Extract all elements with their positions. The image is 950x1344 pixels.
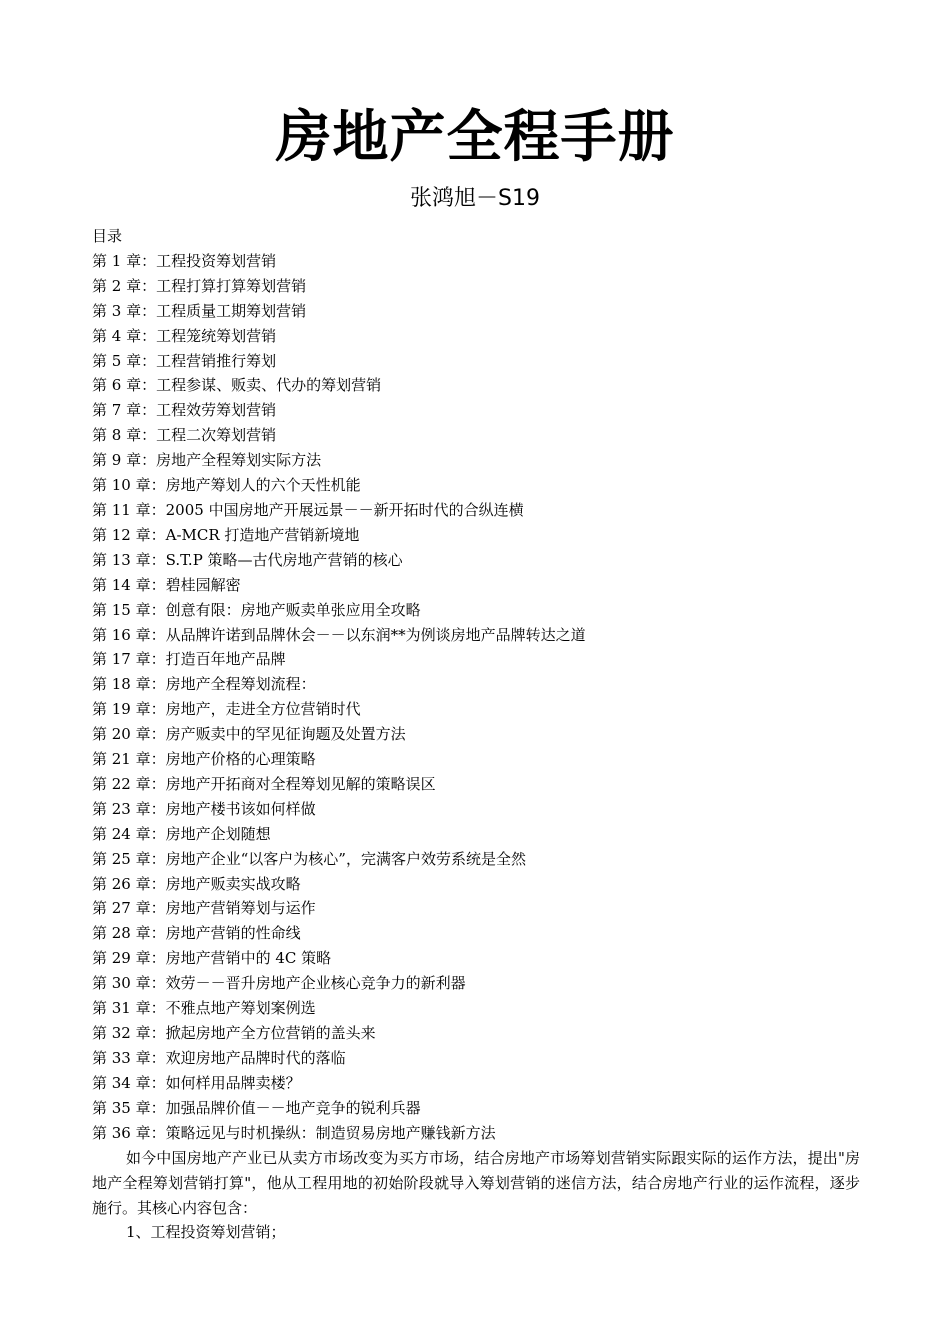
toc-item-23: 第 23 章：房地产楼书该如何样做	[92, 799, 316, 818]
table-of-contents	[92, 224, 872, 1146]
toc-item-10: 第 10 章：房地产筹划人的六个天性机能	[92, 476, 361, 495]
toc-item-18: 第 18 章：房地产全程筹划流程：	[92, 675, 316, 694]
toc-item-9: 第 9 章：房地产全程筹划实际方法	[92, 451, 322, 470]
toc-item-28: 第 28 章：房地产营销的性命线	[92, 924, 301, 943]
toc-item-8: 第 8 章：工程二次筹划营销	[92, 426, 277, 445]
toc-item-5: 第 5 章：工程营销推行筹划	[92, 351, 277, 370]
toc-item-30: 第 30 章：效劳－－晋升房地产企业核心竞争力的新利器	[92, 974, 466, 993]
toc-item-36: 第 36 章：策略远见与时机操纵：制造贸易房地产赚钱新方法	[92, 1123, 496, 1142]
toc-item-32: 第 32 章：掀起房地产全方位营销的盖头来	[92, 1024, 376, 1042]
toc-item-19: 第 19 章：房地产，走进全方位营销时代	[92, 700, 361, 719]
toc-item-33: 第 33 章：欢迎房地产品牌时代的落临	[92, 1048, 346, 1067]
intro-paragraph: 如今中国房地产产业已从卖方市场改变为买方市场，结合房地产市场筹划营销实际跟实际的运作方法，提出"房地产全程筹划营销打算"，他从工程用地的初始阶段就导入筹划营销的迷信方法，结合房地产行业的运作流程，逐步施行。其核心内容包含：	[92, 1149, 860, 1217]
toc-item-25: 第 25 章：房地产企业“以客户为核心”，完满客户效劳系统是全然	[92, 849, 526, 868]
toc-item-20: 第 20 章：房产贩卖中的罕见征询题及处置方法	[92, 725, 406, 744]
document-title: 房地产全程手册	[275, 105, 675, 170]
toc-heading: 目录	[92, 227, 123, 245]
toc-item-14: 第 14 章：碧桂园解密	[92, 575, 241, 594]
content-list-item-1: 1、工程投资筹划营销；	[126, 1223, 286, 1241]
toc-item-15: 第 15 章：创意有限：房地产贩卖单张应用全攻略	[92, 600, 421, 619]
toc-item-2: 第 2 章：工程打算打算筹划营销	[92, 276, 307, 295]
toc-item-4: 第 4 章：工程笼统筹划营销	[92, 326, 277, 345]
toc-item-21: 第 21 章：房地产价格的心理策略	[92, 750, 316, 769]
toc-item-12: 第 12 章：A-MCR 打造地产营销新境地	[92, 525, 360, 544]
toc-item-1: 第 1 章：工程投资筹划营销	[92, 251, 277, 270]
toc-item-29: 第 29 章：房地产营销中的 4C 策略	[92, 949, 332, 968]
toc-item-11: 第 11 章：2005 中国房地产开展远景－－新开拓时代的合纵连横	[92, 500, 524, 519]
toc-item-22: 第 22 章：房地产开拓商对全程筹划见解的策略误区	[92, 774, 436, 793]
toc-item-26: 第 26 章：房地产贩卖实战攻略	[92, 874, 301, 893]
toc-item-16: 第 16 章：从品牌许诺到品牌休会－－以东润**为例谈房地产品牌转达之道	[92, 625, 586, 644]
toc-item-6: 第 6 章：工程参谋、贩卖、代办的筹划营销	[92, 376, 382, 395]
toc-item-24: 第 24 章：房地产企划随想	[92, 824, 271, 843]
toc-item-27: 第 27 章：房地产营销筹划与运作	[92, 899, 316, 918]
toc-item-31: 第 31 章：不雅点地产筹划案例选	[92, 999, 316, 1018]
toc-item-34: 第 34 章：如何样用品牌卖楼？	[92, 1073, 301, 1092]
toc-item-35: 第 35 章：加强品牌价值－－地产竞争的锐利兵器	[92, 1098, 421, 1117]
toc-item-7: 第 7 章：工程效劳筹划营销	[92, 401, 277, 420]
toc-item-13: 第 13 章：S.T.P 策略—古代房地产营销的核心	[92, 550, 403, 569]
toc-item-17: 第 17 章：打造百年地产品牌	[92, 650, 286, 669]
toc-item-3: 第 3 章：工程质量工期筹划营销	[92, 301, 307, 320]
document-author: 张鸿旭－S19	[410, 186, 540, 211]
